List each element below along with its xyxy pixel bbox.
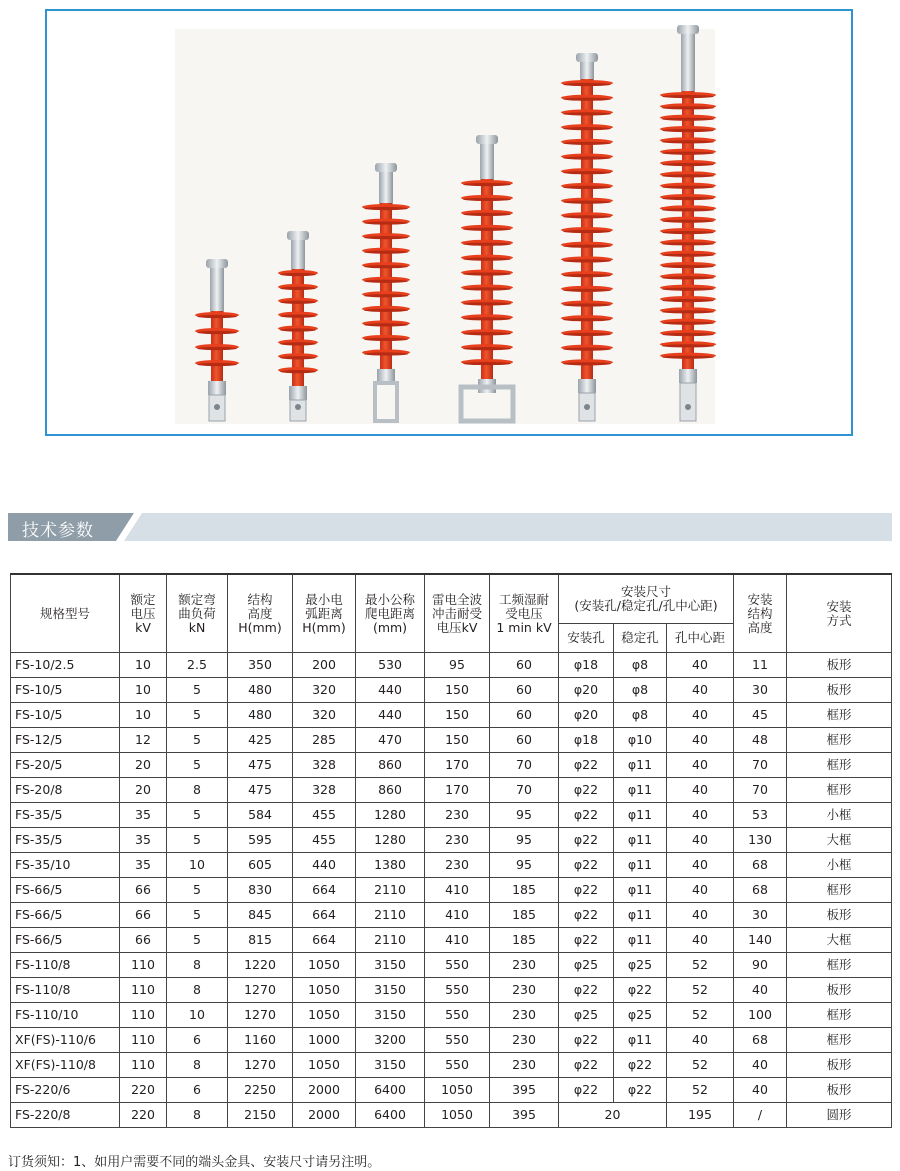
- table-cell: XF(FS)-110/6: [11, 1028, 120, 1053]
- table-cell: 40: [667, 878, 734, 903]
- table-row: [11, 753, 892, 778]
- table-row: [11, 1053, 892, 1078]
- table-cell: 440: [356, 678, 425, 703]
- table-cell: 40: [734, 978, 787, 1003]
- table-cell: 40: [667, 778, 734, 803]
- table-cell: 48: [734, 728, 787, 753]
- table-cell: 480: [228, 703, 293, 728]
- table-cell: φ22: [559, 753, 614, 778]
- table-cell: 110: [120, 1053, 167, 1078]
- table-cell: 20: [120, 753, 167, 778]
- table-cell: 140: [734, 928, 787, 953]
- table-cell: 5: [167, 878, 228, 903]
- table-cell: 小框: [787, 853, 892, 878]
- header-impulse: 雷电全波 冲击耐受 电压kV: [425, 574, 490, 653]
- table-cell: 40: [667, 678, 734, 703]
- table-cell: φ25: [559, 1003, 614, 1028]
- table-cell: 3150: [356, 1003, 425, 1028]
- table-cell: 5: [167, 678, 228, 703]
- table-cell: 1050: [293, 953, 356, 978]
- table-row: [11, 828, 892, 853]
- table-cell: 475: [228, 753, 293, 778]
- header-install-height: 安装 结构 高度: [734, 574, 787, 653]
- table-cell: 230: [490, 953, 559, 978]
- table-cell: 40: [667, 928, 734, 953]
- table-cell: φ22: [559, 778, 614, 803]
- table-cell: 6400: [356, 1103, 425, 1128]
- table-cell: 480: [228, 678, 293, 703]
- table-cell: 20: [120, 778, 167, 803]
- table-cell: 10: [167, 853, 228, 878]
- table-cell: φ22: [614, 978, 667, 1003]
- header-struct-height: 结构 高度 H(mm): [228, 574, 293, 653]
- table-cell: 220: [120, 1103, 167, 1128]
- table-cell: 6: [167, 1078, 228, 1103]
- table-cell: 10: [120, 703, 167, 728]
- table-cell: XF(FS)-110/8: [11, 1053, 120, 1078]
- table-cell: 66: [120, 928, 167, 953]
- table-cell: FS-110/8: [11, 978, 120, 1003]
- table-cell: FS-10/5: [11, 703, 120, 728]
- table-cell: 68: [734, 878, 787, 903]
- table-cell: 95: [490, 803, 559, 828]
- table-cell: 185: [490, 928, 559, 953]
- table-cell: 110: [120, 953, 167, 978]
- table-cell: 425: [228, 728, 293, 753]
- table-cell: 320: [293, 678, 356, 703]
- table-cell: 1270: [228, 1053, 293, 1078]
- table-cell: 230: [490, 1028, 559, 1053]
- table-cell: 框形: [787, 778, 892, 803]
- table-cell: φ8: [614, 678, 667, 703]
- table-cell: 550: [425, 978, 490, 1003]
- table-row: [11, 903, 892, 928]
- table-cell: 170: [425, 753, 490, 778]
- table-cell: 230: [490, 978, 559, 1003]
- table-cell: 40: [667, 853, 734, 878]
- table-cell: 475: [228, 778, 293, 803]
- table-cell: 1280: [356, 803, 425, 828]
- table-cell: φ20: [559, 703, 614, 728]
- table-cell: 3150: [356, 978, 425, 1003]
- section-title: 技术参数: [22, 521, 94, 541]
- table-cell: φ22: [559, 1078, 614, 1103]
- table-cell: 大框: [787, 828, 892, 853]
- table-cell: 328: [293, 778, 356, 803]
- table-cell: 530: [356, 653, 425, 678]
- table-cell: 40: [667, 803, 734, 828]
- header-arc-distance: 最小电 弧距离 H(mm): [293, 574, 356, 653]
- table-cell: FS-66/5: [11, 878, 120, 903]
- table-cell: 68: [734, 1028, 787, 1053]
- table-cell: φ11: [614, 803, 667, 828]
- table-cell: 5: [167, 828, 228, 853]
- table-cell: φ25: [559, 953, 614, 978]
- table-cell: 440: [293, 853, 356, 878]
- product-photo: [45, 9, 853, 436]
- table-cell: 150: [425, 703, 490, 728]
- table-cell: 185: [490, 903, 559, 928]
- table-cell: φ22: [559, 878, 614, 903]
- table-cell: φ11: [614, 778, 667, 803]
- table-cell: 6: [167, 1028, 228, 1053]
- table-cell: FS-10/2.5: [11, 653, 120, 678]
- table-cell: 大框: [787, 928, 892, 953]
- table-cell: 70: [490, 778, 559, 803]
- table-cell: φ18: [559, 728, 614, 753]
- table-cell: φ11: [614, 903, 667, 928]
- table-cell: FS-20/8: [11, 778, 120, 803]
- section-header: [8, 513, 892, 541]
- table-cell: FS-110/10: [11, 1003, 120, 1028]
- table-cell: FS-220/6: [11, 1078, 120, 1103]
- table-cell: FS-35/5: [11, 828, 120, 853]
- table-cell: 12: [120, 728, 167, 753]
- table-cell: 1050: [425, 1103, 490, 1128]
- table-cell: 8: [167, 953, 228, 978]
- insulator-illustration: [47, 11, 851, 434]
- table-cell: 52: [667, 1003, 734, 1028]
- table-cell: φ22: [559, 853, 614, 878]
- table-cell: 1270: [228, 978, 293, 1003]
- table-cell: 8: [167, 778, 228, 803]
- table-cell: FS-10/5: [11, 678, 120, 703]
- header-model: 规格型号: [11, 574, 120, 653]
- table-cell: 410: [425, 928, 490, 953]
- table-cell: 8: [167, 1103, 228, 1128]
- table-cell: 53: [734, 803, 787, 828]
- table-cell: 66: [120, 878, 167, 903]
- table-cell: 185: [490, 878, 559, 903]
- table-cell: 板形: [787, 1053, 892, 1078]
- table-cell: 1380: [356, 853, 425, 878]
- table-cell: FS-66/5: [11, 928, 120, 953]
- table-cell: 5: [167, 753, 228, 778]
- header-power-freq: 工频湿耐 受电压 1 min kV: [490, 574, 559, 653]
- table-row: [11, 653, 892, 678]
- table-cell: 8: [167, 1053, 228, 1078]
- table-row: [11, 1103, 892, 1128]
- table-cell: FS-35/10: [11, 853, 120, 878]
- table-cell: 2000: [293, 1103, 356, 1128]
- table-cell: 40: [734, 1078, 787, 1103]
- table-cell: 230: [425, 828, 490, 853]
- table-cell: φ18: [559, 653, 614, 678]
- table-cell: 1050: [425, 1078, 490, 1103]
- table-cell: 框形: [787, 953, 892, 978]
- table-cell: 320: [293, 703, 356, 728]
- table-cell: 1280: [356, 828, 425, 853]
- table-cell: φ22: [559, 928, 614, 953]
- table-cell: 框形: [787, 753, 892, 778]
- table-row: [11, 1003, 892, 1028]
- table-cell: 框形: [787, 1003, 892, 1028]
- table-cell: 100: [734, 1003, 787, 1028]
- table-cell: 60: [490, 678, 559, 703]
- table-cell: φ11: [614, 928, 667, 953]
- table-cell: 30: [734, 903, 787, 928]
- table-row: [11, 978, 892, 1003]
- table-cell: FS-20/5: [11, 753, 120, 778]
- table-cell: 66: [120, 903, 167, 928]
- table-cell: 10: [120, 678, 167, 703]
- table-cell: 框形: [787, 703, 892, 728]
- table-cell: 40: [667, 903, 734, 928]
- header-hole-center: 孔中心距: [667, 624, 734, 653]
- table-cell: 470: [356, 728, 425, 753]
- table-cell: 70: [734, 778, 787, 803]
- table-row: [11, 878, 892, 903]
- table-cell: 框形: [787, 728, 892, 753]
- table-cell: 10: [167, 1003, 228, 1028]
- table-row: [11, 953, 892, 978]
- table-cell: 52: [667, 1078, 734, 1103]
- table-cell: 60: [490, 653, 559, 678]
- table-cell: 230: [490, 1053, 559, 1078]
- table-cell: 664: [293, 928, 356, 953]
- order-note: 订货须知：1、如用户需要不同的端头金具、安装尺寸请另注明。: [8, 1155, 381, 1170]
- table-cell: φ11: [614, 753, 667, 778]
- table-cell: 1050: [293, 978, 356, 1003]
- table-cell: 小框: [787, 803, 892, 828]
- table-row: [11, 703, 892, 728]
- table-cell: 230: [490, 1003, 559, 1028]
- table-cell: φ10: [614, 728, 667, 753]
- table-cell: 815: [228, 928, 293, 953]
- table-cell: 5: [167, 928, 228, 953]
- table-cell: FS-220/8: [11, 1103, 120, 1128]
- table-cell: 1000: [293, 1028, 356, 1053]
- table-cell: φ22: [614, 1053, 667, 1078]
- table-cell: 11: [734, 653, 787, 678]
- table-cell: 2110: [356, 878, 425, 903]
- table-cell: 95: [490, 853, 559, 878]
- table-cell: φ22: [559, 828, 614, 853]
- table-cell: φ22: [559, 803, 614, 828]
- table-body: [11, 653, 892, 1128]
- table-cell: 395: [490, 1103, 559, 1128]
- table-cell: 35: [120, 853, 167, 878]
- table-cell: 70: [490, 753, 559, 778]
- table-cell: 150: [425, 728, 490, 753]
- table-cell: 595: [228, 828, 293, 853]
- table-cell: 664: [293, 878, 356, 903]
- table-cell: 圆形: [787, 1103, 892, 1128]
- header-install-hole: 安装孔: [559, 624, 614, 653]
- table-cell: φ22: [559, 1028, 614, 1053]
- table-cell: 550: [425, 1028, 490, 1053]
- table-cell: φ22: [559, 978, 614, 1003]
- table-cell: 板形: [787, 653, 892, 678]
- table-cell: 8: [167, 978, 228, 1003]
- table-cell: 328: [293, 753, 356, 778]
- table-cell: 220: [120, 1078, 167, 1103]
- table-row: [11, 678, 892, 703]
- table-cell: 410: [425, 878, 490, 903]
- table-cell: φ8: [614, 703, 667, 728]
- table-cell: 664: [293, 903, 356, 928]
- header-install-size: 安装尺寸 (安装孔/稳定孔/孔中心距): [559, 574, 734, 624]
- table-cell: φ11: [614, 853, 667, 878]
- table-cell: 395: [490, 1078, 559, 1103]
- table-cell: 550: [425, 953, 490, 978]
- table-cell: 1050: [293, 1053, 356, 1078]
- table-cell: 95: [425, 653, 490, 678]
- table-cell: φ11: [614, 878, 667, 903]
- table-cell: 2110: [356, 903, 425, 928]
- table-cell: 板形: [787, 903, 892, 928]
- table-cell: 35: [120, 828, 167, 853]
- table-cell: 板形: [787, 978, 892, 1003]
- table-cell: 板形: [787, 1078, 892, 1103]
- header-stable-hole: 稳定孔: [614, 624, 667, 653]
- header-bending-load: 额定弯 曲负荷 kN: [167, 574, 228, 653]
- table-cell: φ22: [559, 903, 614, 928]
- table-cell: /: [734, 1103, 787, 1128]
- table-cell: 410: [425, 903, 490, 928]
- table-cell: 285: [293, 728, 356, 753]
- table-cell: 68: [734, 853, 787, 878]
- table-cell: 150: [425, 678, 490, 703]
- table-cell: 110: [120, 1028, 167, 1053]
- table-cell: 110: [120, 1003, 167, 1028]
- table-cell: φ22: [559, 1053, 614, 1078]
- header-install-mode: 安装 方式: [787, 574, 892, 653]
- table-cell: 90: [734, 953, 787, 978]
- table-cell: 框形: [787, 878, 892, 903]
- table-cell: 455: [293, 803, 356, 828]
- table-row: [11, 928, 892, 953]
- table-cell: 3150: [356, 953, 425, 978]
- table-cell: 1050: [293, 1003, 356, 1028]
- table-cell: φ8: [614, 653, 667, 678]
- table-cell: 40: [667, 1028, 734, 1053]
- table-cell: 40: [667, 728, 734, 753]
- header-creepage: 最小公称 爬电距离 (mm): [356, 574, 425, 653]
- table-row: [11, 778, 892, 803]
- table-row: [11, 728, 892, 753]
- table-cell: 5: [167, 903, 228, 928]
- table-cell: 40: [734, 1053, 787, 1078]
- table-cell: 2110: [356, 928, 425, 953]
- table-cell: 2000: [293, 1078, 356, 1103]
- table-cell: 95: [490, 828, 559, 853]
- table-cell: FS-110/8: [11, 953, 120, 978]
- table-cell: φ25: [614, 1003, 667, 1028]
- table-cell: 230: [425, 803, 490, 828]
- table-cell: 1160: [228, 1028, 293, 1053]
- table-cell: FS-66/5: [11, 903, 120, 928]
- table-cell: 3150: [356, 1053, 425, 1078]
- table-row: [11, 1078, 892, 1103]
- table-cell: 45: [734, 703, 787, 728]
- table-cell: 110: [120, 978, 167, 1003]
- table-cell: 60: [490, 728, 559, 753]
- table-cell: 70: [734, 753, 787, 778]
- table-cell: 860: [356, 778, 425, 803]
- table-cell: 2.5: [167, 653, 228, 678]
- table-cell: 6400: [356, 1078, 425, 1103]
- table-cell: 1270: [228, 1003, 293, 1028]
- table-cell: FS-35/5: [11, 803, 120, 828]
- table-cell: 2250: [228, 1078, 293, 1103]
- table-cell: φ11: [614, 1028, 667, 1053]
- table-row: [11, 853, 892, 878]
- table-cell: 350: [228, 653, 293, 678]
- table-cell: 605: [228, 853, 293, 878]
- table-cell: 130: [734, 828, 787, 853]
- table-cell: 550: [425, 1003, 490, 1028]
- table-cell: 195: [667, 1103, 734, 1128]
- table-cell: 52: [667, 1053, 734, 1078]
- table-cell: 35: [120, 803, 167, 828]
- table-cell: φ20: [559, 678, 614, 703]
- table-cell: 584: [228, 803, 293, 828]
- table-cell: 40: [667, 703, 734, 728]
- table-cell: 230: [425, 853, 490, 878]
- table-cell: φ22: [614, 1078, 667, 1103]
- table-cell: 5: [167, 803, 228, 828]
- table-header: [11, 574, 892, 653]
- table-cell: 455: [293, 828, 356, 853]
- table-cell: 860: [356, 753, 425, 778]
- table-cell: 830: [228, 878, 293, 903]
- table-cell: 3200: [356, 1028, 425, 1053]
- table-cell: 40: [667, 753, 734, 778]
- table-cell: 40: [667, 828, 734, 853]
- table-cell: 2150: [228, 1103, 293, 1128]
- table-cell: 1220: [228, 953, 293, 978]
- table-cell: 5: [167, 728, 228, 753]
- table-cell: 20: [559, 1103, 667, 1128]
- header-rated-voltage: 额定 电压 kV: [120, 574, 167, 653]
- table-cell: 5: [167, 703, 228, 728]
- table-row: [11, 803, 892, 828]
- table-cell: 框形: [787, 1028, 892, 1053]
- table-cell: 40: [667, 653, 734, 678]
- table-cell: 52: [667, 953, 734, 978]
- table-cell: 60: [490, 703, 559, 728]
- specs-table: [10, 573, 892, 1128]
- table-cell: φ11: [614, 828, 667, 853]
- table-cell: 10: [120, 653, 167, 678]
- table-cell: 板形: [787, 678, 892, 703]
- table-cell: 440: [356, 703, 425, 728]
- table-cell: 845: [228, 903, 293, 928]
- table-cell: 52: [667, 978, 734, 1003]
- table-cell: FS-12/5: [11, 728, 120, 753]
- table-cell: 30: [734, 678, 787, 703]
- table-cell: φ25: [614, 953, 667, 978]
- table-cell: 200: [293, 653, 356, 678]
- table-row: [11, 1028, 892, 1053]
- table-cell: 550: [425, 1053, 490, 1078]
- table-cell: 170: [425, 778, 490, 803]
